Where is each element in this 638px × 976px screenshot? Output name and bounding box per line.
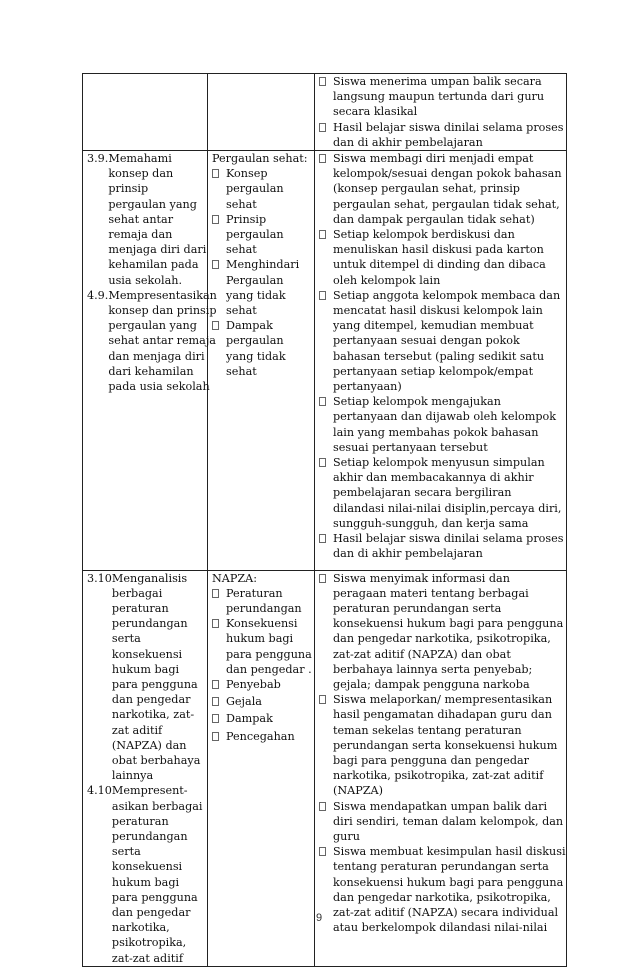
bullet-box-icon xyxy=(319,74,333,120)
materi-title: Pergaulan sehat: xyxy=(212,152,308,166)
activity-item xyxy=(319,288,566,394)
activity-text: Siswa membuat kesimpulan hasil diskusi tentang peraturan perundangan serta konsekuensi hukum bagi para pengguna dan pengedar narkotika, psikotropika, zat-zat aditif (NAPZA) secara individual atau berkelompok dilandasi nilai-nilai xyxy=(333,845,566,935)
bullet-box-icon xyxy=(319,692,333,798)
activity-item xyxy=(319,151,566,227)
bullet-box-icon xyxy=(319,151,333,227)
activity-item xyxy=(319,455,566,531)
bullet-box-icon xyxy=(319,394,333,455)
kd-item xyxy=(87,151,207,288)
kd-number: 4.9. xyxy=(87,288,109,302)
activity-item xyxy=(319,571,566,693)
materi-item xyxy=(212,616,314,677)
activity-text: Setiap kelompok berdiskusi dan menuliskan hasil diskusi pada karton untuk ditempel di dinding dan dibaca oleh kelompok lain xyxy=(333,228,546,287)
kompetensi-dasar-cell xyxy=(83,151,217,570)
activity-text: Setiap kelompok mengajukan pertanyaan dan dijawab oleh kelompok lain yang membahas pokok bahasan sesuai pertanyaan tersebut xyxy=(333,395,557,454)
bullet-box-icon xyxy=(212,694,226,711)
bullet-box-icon xyxy=(319,288,333,394)
materi-item-text: Penyebab xyxy=(226,677,281,691)
activity-text: Siswa membagi diri menjadi empat kelompok/sesuai dengan pokok bahasan (konsep pergaulan sehat, prinsip pergaulan sehat, pergaulan tidak sehat, dan dampak pergaulan tidak sehat) xyxy=(333,152,562,226)
materi-item-text: Menghindari Pergaulan yang tidak sehat xyxy=(226,258,300,318)
bullet-box-icon xyxy=(319,227,333,288)
activity-item xyxy=(319,531,566,561)
materi-item xyxy=(212,729,314,746)
page-number: 9 xyxy=(315,912,323,924)
activity-text: Hasil belajar siswa dinilai selama proses dan di akhir pembelajaran xyxy=(333,532,564,561)
activity-item xyxy=(319,74,566,120)
bullet-box-icon xyxy=(319,120,333,150)
bullet-box-icon xyxy=(212,616,226,677)
materi-item-text: Prinsip pergaulan sehat xyxy=(226,212,284,257)
bullet-box-icon xyxy=(212,677,226,694)
table-row xyxy=(83,570,567,966)
materi-item-text: Peraturan perundangan xyxy=(226,586,302,615)
bullet-box-icon xyxy=(319,799,333,845)
activity-item xyxy=(319,394,566,455)
kd-number: 3.9. xyxy=(87,152,109,166)
table-row xyxy=(83,74,567,151)
materi-item xyxy=(212,318,314,379)
materi-item-text: Konsep pergaulan sehat xyxy=(226,167,284,211)
materi-item xyxy=(212,257,314,318)
activity-item xyxy=(319,799,566,845)
materi-item-text: Pencegahan xyxy=(226,729,295,743)
syllabus-table-body xyxy=(83,74,567,967)
kegiatan-cell xyxy=(315,74,567,151)
kd-number: 3.10 xyxy=(87,571,112,585)
bullet-box-icon xyxy=(212,318,226,379)
activity-text: Hasil belajar siswa dinilai selama proses dan di akhir pembelajaran xyxy=(333,120,564,149)
activity-text: Siswa mendapatkan umpan balik dari diri sendiri, teman dalam kelompok, dan guru xyxy=(333,799,564,843)
bullet-box-icon xyxy=(212,212,226,258)
bullet-box-icon xyxy=(319,571,333,693)
activity-text: Setiap kelompok menyusun simpulan akhir dan membacakannya di akhir pembelajaran secara bergiliran dilandasi nilai-nilai disiplin,percaya diri, sungguh-sungguh, dan kerja sama xyxy=(333,456,562,530)
activity-item xyxy=(319,120,566,150)
syllabus-table xyxy=(82,73,567,967)
kd-text: Memahami konsep dan prinsip pergaulan yang sehat antar remaja dan menjaga diri dari kehamilan pada usia sekolah. xyxy=(108,152,207,287)
activity-text: Siswa menyimak informasi dan peragaan materi tentang berbagai peraturan perundangan serta konsekuensi hukum bagi para pengguna dan pengedar narkotika, psikotropika, zat-zat aditif (NAPZA) dan obat berbahaya lainnya serta penyebab; gejala; dampak pengguna narkoba xyxy=(333,571,564,691)
kd-number: 4.10 xyxy=(87,784,112,798)
materi-item xyxy=(212,586,314,616)
materi-item xyxy=(212,677,314,694)
kd-item xyxy=(87,783,207,965)
cell-spacer xyxy=(319,562,566,570)
materi-item xyxy=(212,166,314,212)
materi-item-text: Dampak pergaulan yang tidak sehat xyxy=(226,319,286,378)
kd-item xyxy=(87,288,217,394)
bullet-box-icon xyxy=(212,257,226,318)
materi-item-text: Dampak xyxy=(226,712,273,726)
bullet-box-icon xyxy=(212,586,226,616)
materi-item-text: Konsekuensi hukum bagi para pengguna dan pengedar . xyxy=(226,617,312,676)
bullet-box-icon xyxy=(212,729,226,746)
materi-cell xyxy=(208,74,315,151)
kegiatan-cell xyxy=(315,570,567,966)
kd-text: Mempresentasikan konsep dan prinsip pergaulan yang sehat antar remaja dan menjaga diri dari kehamilan pada usia sekolah xyxy=(108,288,217,394)
kd-item xyxy=(87,571,207,784)
materi-cell xyxy=(208,570,315,966)
materi-item xyxy=(212,711,314,728)
materi-cell xyxy=(208,151,315,570)
materi-item xyxy=(212,212,314,258)
activity-item xyxy=(319,227,566,288)
materi-title: NAPZA: xyxy=(212,571,258,585)
kompetensi-dasar-cell xyxy=(83,74,208,151)
bullet-box-icon xyxy=(212,711,226,728)
kegiatan-cell xyxy=(315,151,567,570)
activity-text: Siswa melaporkan/ mempresentasikan hasil pengamatan dihadapan guru dan teman sekelas tentang peraturan perundangan serta konsekuensi hukum bagi para pengguna dan pengedar narkotika, psikotropika, zat-zat aditif (NAPZA) xyxy=(333,693,558,798)
kd-text: Mempresent-asikan berbagai peraturan perundangan serta konsekuensi hukum bagi para pengguna dan pengedar narkotika, psikotropika, zat-zat aditif xyxy=(111,784,203,965)
table-row xyxy=(83,151,567,570)
materi-item xyxy=(212,694,314,711)
activity-item xyxy=(319,692,566,798)
kd-text: Menganalisis berbagai peraturan perundangan serta konsekuensi hukum bagi para pengguna dan pengedar narkotika, zat-zat aditif (NAPZA) dan obat berbahaya lainnya xyxy=(111,571,201,783)
kompetensi-dasar-cell xyxy=(83,570,208,966)
activity-text: Siswa menerima umpan balik secara langsung maupun tertunda dari guru secara klasikal xyxy=(333,75,545,119)
bullet-box-icon xyxy=(319,531,333,561)
activity-text: Setiap anggota kelompok membaca dan mencatat hasil diskusi kelompok lain yang ditempel, kemudian membuat pertanyaan sesuai dengan pokok bahasan tersebut (paling sedikit satu pertanyaan setiap kelompok/empat pertanyaan) xyxy=(333,288,561,394)
bullet-box-icon xyxy=(212,166,226,212)
materi-item-text: Gejala xyxy=(226,695,262,709)
bullet-box-icon xyxy=(319,455,333,531)
